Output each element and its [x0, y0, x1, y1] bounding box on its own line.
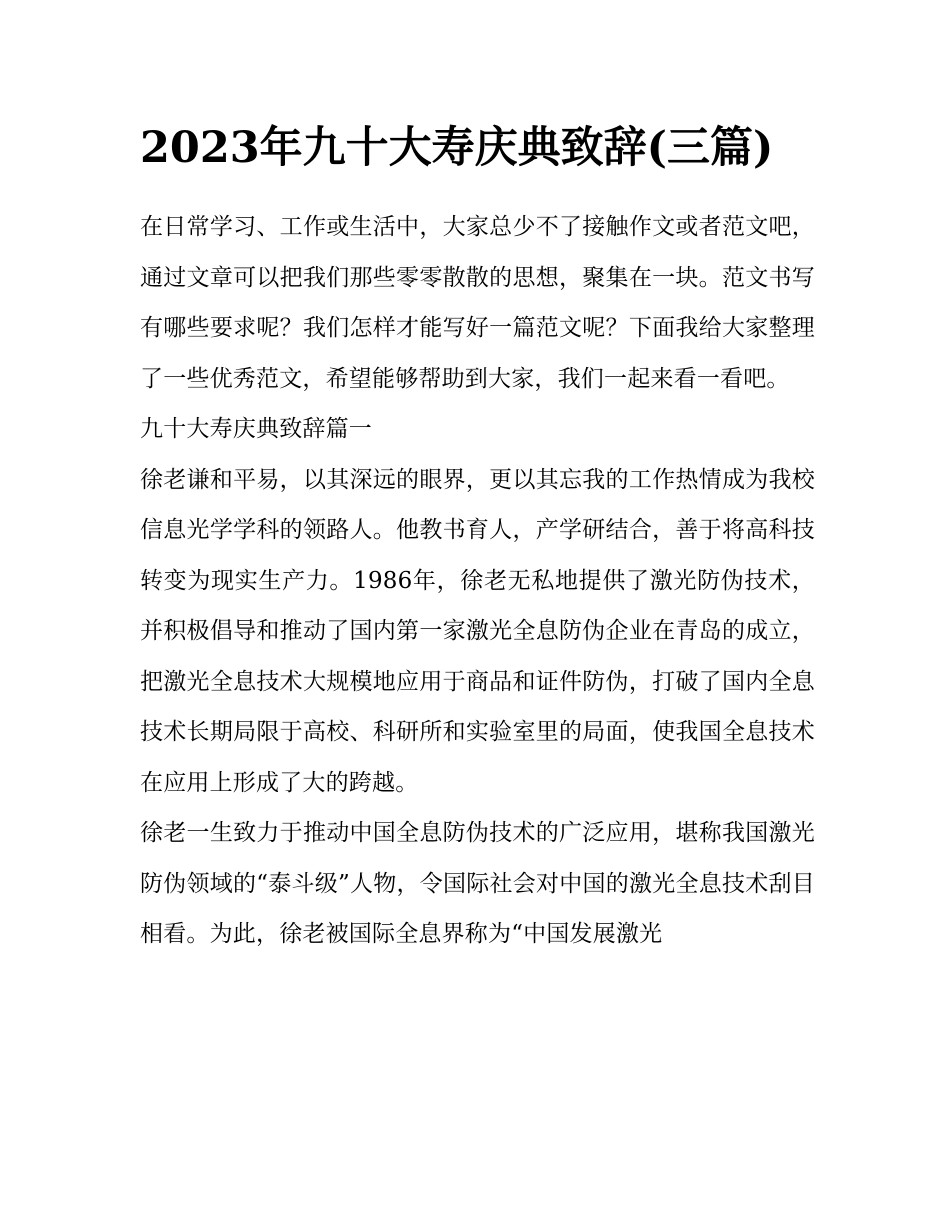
body-paragraph: 徐老一生致力于推动中国全息防伪技术的广泛应用，堪称我国激光防伪领域的“泰斗级”人物，令国际社会对中国的激光全息技术刮目相看。为此，徐老被国际全息界称为“中国发展激光 [140, 820, 815, 947]
body-paragraph: 徐老谦和平易，以其深远的眼界，更以其忘我的工作热情成为我校信息光学学科的领路人。他教书育人，产学研结合，善于将高科技转变为现实生产力。1986年，徐老无私地提供了激光防伪技术，并积极倡导和推动了国内第一家激光全息防伪企业在青岛的成立，把激光全息技术大规模地应用于商品和证件防伪，打破了国内全息技术长期局限于高校、科研所和实验室里的局面，使我国全息技术在应用上形成了大的跨越。 [140, 466, 815, 796]
section-heading: 九十大寿庆典致辞篇一 [140, 416, 372, 442]
intro-paragraph: 在日常学习、工作或生活中，大家总少不了接触作文或者范文吧，通过文章可以把我们那些零零散散的思想，聚集在一块。范文书写有哪些要求呢？我们怎样才能写好一篇范文呢？下面我给大家整理了一些优秀范文，希望能够帮助到大家，我们一起来看一看吧。 [140, 214, 815, 392]
document-title: 2023年九十大寿庆典致辞(三篇) [140, 123, 774, 173]
document-body [140, 112, 815, 960]
